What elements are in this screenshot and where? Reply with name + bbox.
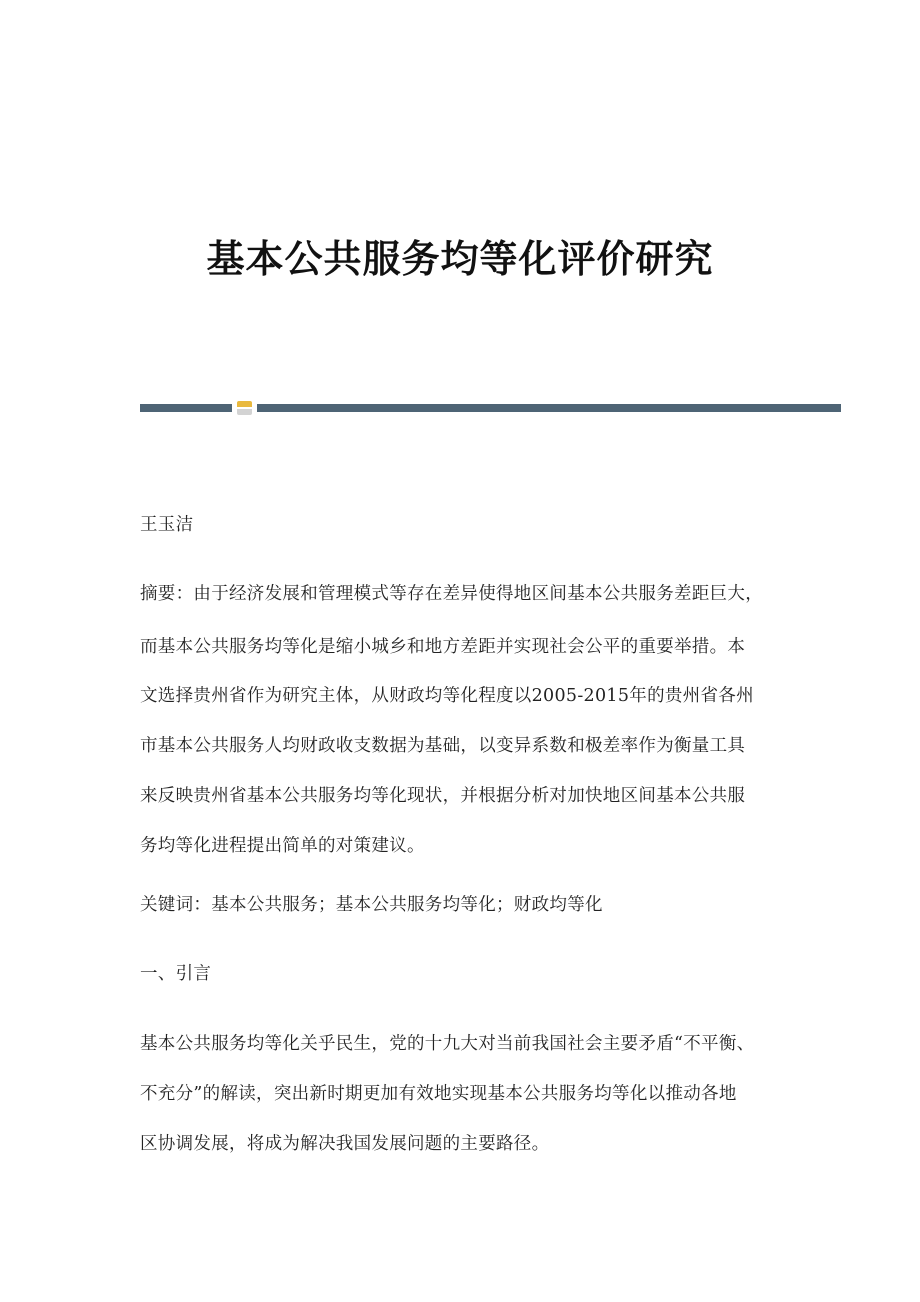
intro-line: 区协调发展，将成为解决我国发展问题的主要路径。	[140, 1134, 550, 1154]
abstract-line: 市基本公共服务人均财政收支数据为基础，以变异系数和极差率作为衡量工具	[140, 736, 746, 756]
abstract-line: 文选择贵州省作为研究主体，从财政均等化程度以2005-2015年的贵州省各州	[140, 686, 754, 706]
keywords-line: 关键词：基本公共服务；基本公共服务均等化；财政均等化	[140, 895, 603, 915]
abstract-line: 而基本公共服务均等化是缩小城乡和地方差距并实现社会公平的重要举措。本	[140, 637, 746, 657]
divider-ornament-icon	[237, 401, 252, 415]
divider-bar-left	[140, 404, 232, 412]
introduction-paragraph	[140, 1027, 754, 1161]
section-heading-introduction: 一、引言	[140, 964, 212, 984]
document-title: 基本公共服务均等化评价研究	[206, 236, 714, 281]
abstract-line: 摘要：由于经济发展和管理模式等存在差异使得地区间基本公共服务差距巨大，	[140, 584, 763, 604]
abstract-line: 务均等化进程提出简单的对策建议。	[140, 836, 425, 856]
author-name: 王玉洁	[140, 515, 194, 535]
divider-bar-right	[257, 404, 841, 412]
intro-line: 基本公共服务均等化关乎民生，党的十九大对当前我国社会主要矛盾“不平衡、	[140, 1034, 755, 1054]
abstract-line: 来反映贵州省基本公共服务均等化现状，并根据分析对加快地区间基本公共服	[140, 786, 746, 806]
title-divider	[140, 401, 841, 415]
abstract-paragraph	[140, 577, 763, 863]
intro-line: 不充分”的解读，突出新时期更加有效地实现基本公共服务均等化以推动各地	[140, 1084, 737, 1104]
